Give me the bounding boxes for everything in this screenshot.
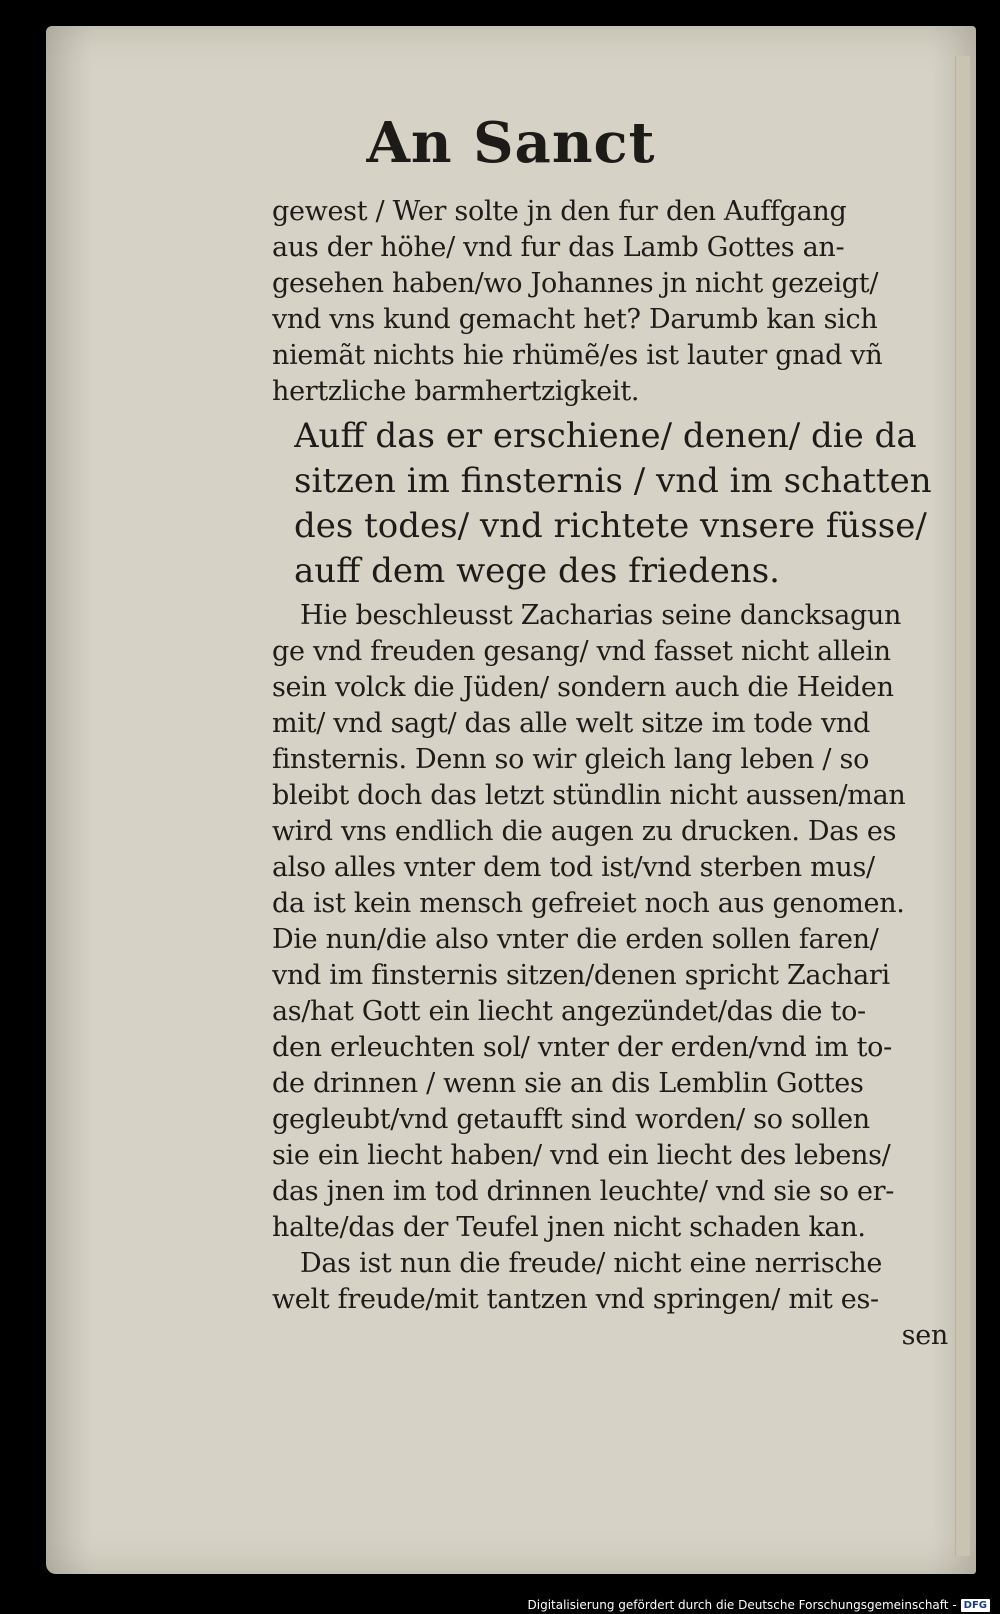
text-line: as/hat Gott ein liecht angezündet/das die to- [272, 996, 866, 1027]
footer-credit: Digitalisierung gefördert durch die Deutsche Forschungsgemeinschaft - [527, 1598, 957, 1612]
paragraph-3 [272, 1246, 952, 1318]
text-line: Die nun/die also vnter die erden sollen faren/ [272, 924, 879, 955]
book-page [46, 26, 976, 1574]
quote-line: des todes/ vnd richtete vnsere füsse/ [294, 506, 927, 546]
text-line: vnd im finsternis sitzen/denen spricht Zachari [272, 960, 890, 991]
text-block [272, 194, 952, 1354]
scripture-quote [272, 414, 952, 594]
running-head: An Sanct [366, 110, 656, 176]
text-line: gegleubt/vnd getaufft sind worden/ so sollen [272, 1104, 870, 1135]
paragraph-1 [272, 194, 952, 410]
text-line: bleibt doch das letzt stündlin nicht aussen/man [272, 780, 906, 811]
text-line: mit/ vnd sagt/ das alle welt sitze im tode vnd [272, 708, 870, 739]
text-line: den erleuchten sol/ vnter der erden/vnd im to- [272, 1032, 892, 1063]
text-line: hertzliche barmhertzigkeit. [272, 376, 640, 407]
digitization-footer [528, 1598, 991, 1612]
quote-line: Auff das er erschiene/ denen/ die da [294, 416, 917, 456]
text-line: also alles vnter dem tod ist/vnd sterben mus/ [272, 852, 875, 883]
quote-line: auff dem wege des friedens. [294, 551, 780, 591]
text-line: aus der höhe/ vnd fur das Lamb Gottes an- [272, 232, 845, 263]
text-line: da ist kein mensch gefreiet noch aus genomen. [272, 888, 905, 919]
text-line: gewest / Wer solte jn den fur den Auffgang [272, 196, 847, 227]
text-line: niemãt nichts hie rhümẽ/es ist lauter gnad vñ [272, 340, 883, 371]
text-line: gesehen haben/wo Johannes jn nicht gezeigt/ [272, 268, 879, 299]
text-line: halte/das der Teufel jnen nicht schaden kan. [272, 1212, 866, 1243]
text-line: de drinnen / wenn sie an dis Lemblin Gottes [272, 1068, 864, 1099]
paragraph-2 [272, 598, 952, 1246]
catchword: sen [901, 1320, 948, 1351]
text-line: das jnen im tod drinnen leuchte/ vnd sie so er- [272, 1176, 895, 1207]
text-line: Das ist nun die freude/ nicht eine nerrische [300, 1248, 883, 1279]
text-line: finsternis. Denn so wir gleich lang leben / so [272, 744, 870, 775]
text-line: sie ein liecht haben/ vnd ein liecht des lebens/ [272, 1140, 891, 1171]
page-edge [955, 56, 970, 1556]
text-line: vnd vns kund gemacht het? Darumb kan sich [272, 304, 878, 335]
text-line: ge vnd freuden gesang/ vnd fasset nicht allein [272, 636, 891, 667]
text-line: sein volck die Jüden/ sondern auch die Heiden [272, 672, 894, 703]
dfg-logo: DFG [961, 1599, 990, 1612]
quote-line: sitzen im finsternis / vnd im schatten [294, 461, 932, 501]
text-line: welt freude/mit tantzen vnd springen/ mit es- [272, 1284, 879, 1315]
text-line: wird vns endlich die augen zu drucken. Das es [272, 816, 897, 847]
text-line: Hie beschleusst Zacharias seine dancksagun [300, 600, 902, 631]
